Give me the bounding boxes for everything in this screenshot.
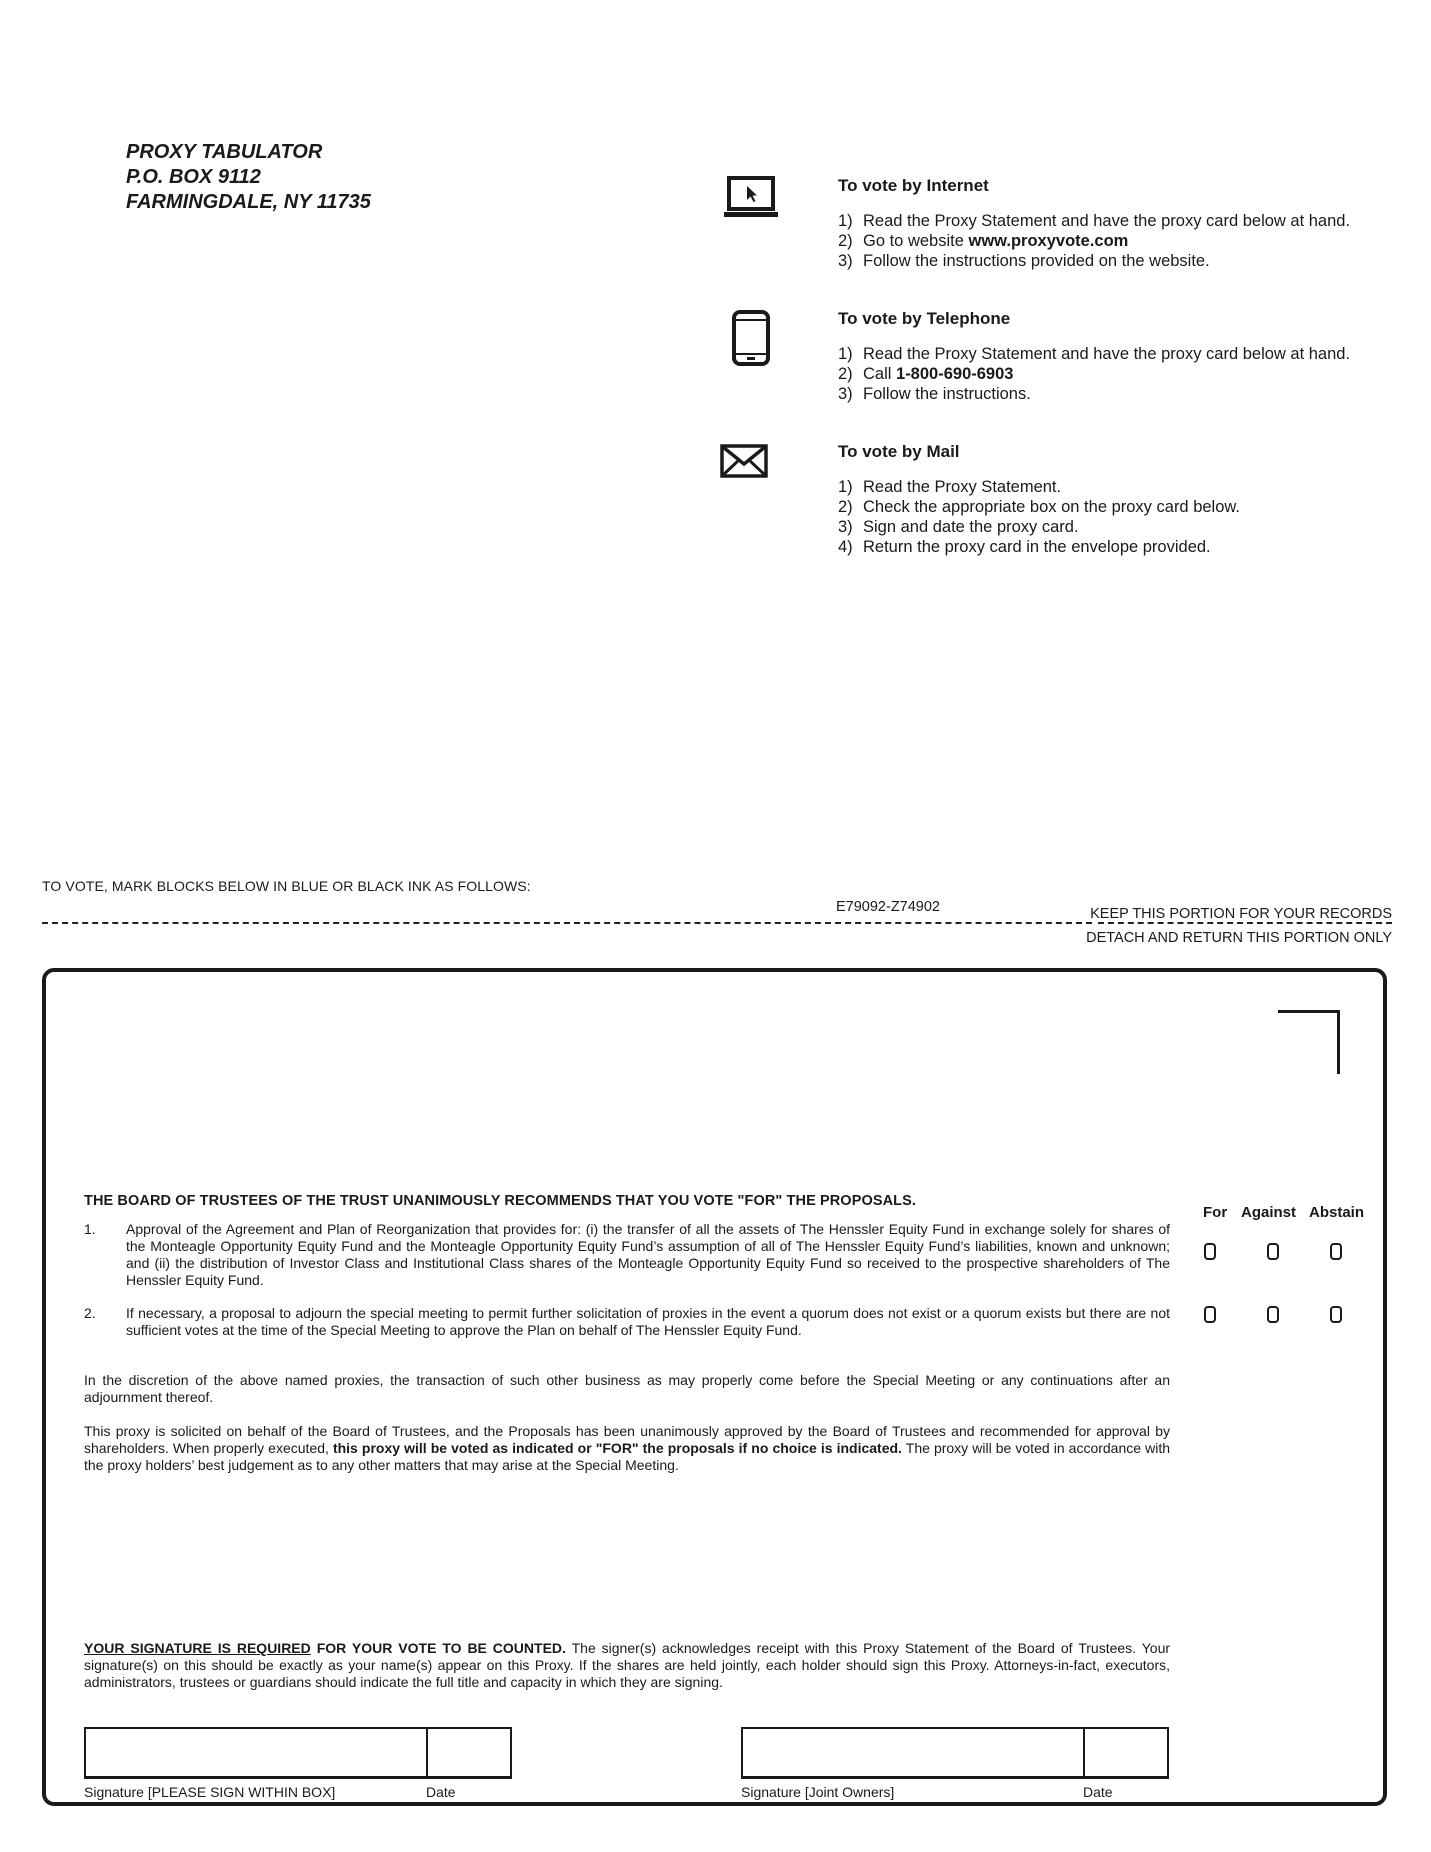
- corner-registration-mark: [1278, 1010, 1340, 1074]
- list-item: 2) Call 1-800-690-6903: [838, 365, 1014, 383]
- vote-telephone-title: To vote by Telephone: [838, 309, 1011, 328]
- discretion-paragraph: In the discretion of the above named proxies, the transaction of such other business as may properly come before the Special Meeting or any continuations after an adjournment thereof.: [84, 1372, 1170, 1405]
- list-item: 2) Check the appropriate box on the proxy card below.: [838, 498, 1240, 516]
- phone-number-link[interactable]: 1-800-690-6903: [896, 365, 1014, 383]
- joint-signature-date-divider: [1083, 1727, 1085, 1777]
- detach-portion-note: DETACH AND RETURN THIS PORTION ONLY: [1086, 930, 1392, 946]
- proposal-2: [84, 1305, 1170, 1339]
- vote-telephone-section: [775, 308, 1395, 404]
- proposal-2-for-checkbox[interactable]: [1204, 1306, 1216, 1323]
- detach-line-right: [1098, 922, 1392, 924]
- signature-label: Signature [PLEASE SIGN WITHIN BOX]: [84, 1784, 336, 1800]
- list-item: 4) Return the proxy card in the envelope provided.: [838, 538, 1211, 556]
- list-item: 3) Follow the instructions.: [838, 385, 1031, 403]
- list-item: 1) Read the Proxy Statement and have the proxy card below at hand.: [838, 345, 1351, 363]
- column-header-for: For: [1203, 1204, 1228, 1221]
- signature-box[interactable]: [84, 1727, 512, 1779]
- vote-mail-title: To vote by Mail: [838, 442, 960, 461]
- proposal-1-for-checkbox[interactable]: [1204, 1243, 1216, 1260]
- return-address: [126, 140, 371, 215]
- proposal-1-abstain-checkbox[interactable]: [1330, 1243, 1342, 1260]
- list-item: 1) Read the Proxy Statement.: [838, 478, 1062, 496]
- board-recommendation-heading: THE BOARD OF TRUSTEES OF THE TRUST UNANIMOUSLY RECOMMENDS THAT YOU VOTE "FOR" THE PROPOSALS.: [84, 1193, 917, 1209]
- laptop-icon: [723, 175, 779, 224]
- proposal-1: [84, 1221, 1170, 1289]
- column-header-against: Against: [1241, 1204, 1297, 1221]
- list-item: 2) Go to website www.proxyvote.com: [838, 232, 1129, 250]
- joint-signature-box[interactable]: [741, 1727, 1169, 1779]
- list-item: 3) Sign and date the proxy card.: [838, 518, 1079, 536]
- signature-instructions: YOUR SIGNATURE IS REQUIRED FOR YOUR VOTE TO BE COUNTED. The signer(s) acknowledges receipt with this Proxy Statement of the Board of Trustees. Your signature(s) on this should be exactly as your name(s) appear on this Proxy. If the shares are held jointly, each holder should sign this Proxy. Attorneys-in-fact, executors, administrators, trustees or guardians should indicate the full title and capacity in which they are signing.: [84, 1640, 1171, 1690]
- proposal-number: 1.: [84, 1221, 96, 1237]
- signature-date-divider: [426, 1727, 428, 1777]
- column-header-abstain: Abstain: [1309, 1204, 1365, 1221]
- address-line-1: PROXY TABULATOR: [126, 141, 323, 163]
- proposal-2-against-checkbox[interactable]: [1267, 1306, 1279, 1323]
- list-item: 3) Follow the instructions provided on the website.: [838, 252, 1210, 270]
- proposal-number: 2.: [84, 1305, 96, 1321]
- detach-line: [42, 922, 1092, 924]
- proposal-1-against-checkbox[interactable]: [1267, 1243, 1279, 1260]
- vote-internet-section: [775, 175, 1395, 271]
- vote-internet-title: To vote by Internet: [838, 176, 989, 195]
- address-line-3: FARMINGDALE, NY 11735: [126, 191, 371, 213]
- mark-instructions: TO VOTE, MARK BLOCKS BELOW IN BLUE OR BLACK INK AS FOLLOWS:: [42, 878, 531, 894]
- address-line-2: P.O. BOX 9112: [126, 166, 261, 188]
- envelope-icon: [720, 444, 768, 483]
- proposal-text: If necessary, a proposal to adjourn the special meeting to permit further solicitation of proxies in the event a quorum does not exist or a quorum exists but there are not sufficient votes at the time of the Special Meeting to approve the Plan on behalf of The Henssler Equity Fund.: [126, 1305, 1170, 1338]
- website-link[interactable]: www.proxyvote.com: [968, 232, 1129, 250]
- phone-icon: [731, 310, 771, 371]
- list-item: 1) Read the Proxy Statement and have the proxy card below at hand.: [838, 212, 1351, 230]
- vote-mail-section: [775, 441, 1395, 557]
- proposal-2-abstain-checkbox[interactable]: [1330, 1306, 1342, 1323]
- keep-portion-note: KEEP THIS PORTION FOR YOUR RECORDS: [1090, 906, 1392, 922]
- control-code: E79092-Z74902: [836, 899, 940, 915]
- date-label: Date: [426, 1784, 456, 1800]
- joint-signature-label: Signature [Joint Owners]: [741, 1784, 895, 1800]
- joint-date-label: Date: [1083, 1784, 1113, 1800]
- solicitation-paragraph: This proxy is solicited on behalf of the Board of Trustees, and the Proposals has been unanimously approved by the Board of Trustees and recommended for approval by shareholders. When properly executed, this proxy will be voted as indicated or "FOR" the proposals if no choice is indicated. The proxy will be voted in accordance with the proxy holders’ best judgement as to any other matters that may arise at the Special Meeting.: [84, 1423, 1171, 1473]
- proposal-text: Approval of the Agreement and Plan of Reorganization that provides for: (i) the transfer of all the assets of The Henssler Equity Fund in exchange solely for shares of the Monteagle Opportunity Equity Fund and the Monteagle Opportunity Equity Fund’s assumption of all of The Henssler Equity Fund’s liabilities, known and unknown; and (ii) the distribution of Investor Class and Institutional Class shares of the Monteagle Opportunity Equity Fund so received to the prospective shareholders of The Henssler Equity Fund.: [126, 1221, 1170, 1288]
